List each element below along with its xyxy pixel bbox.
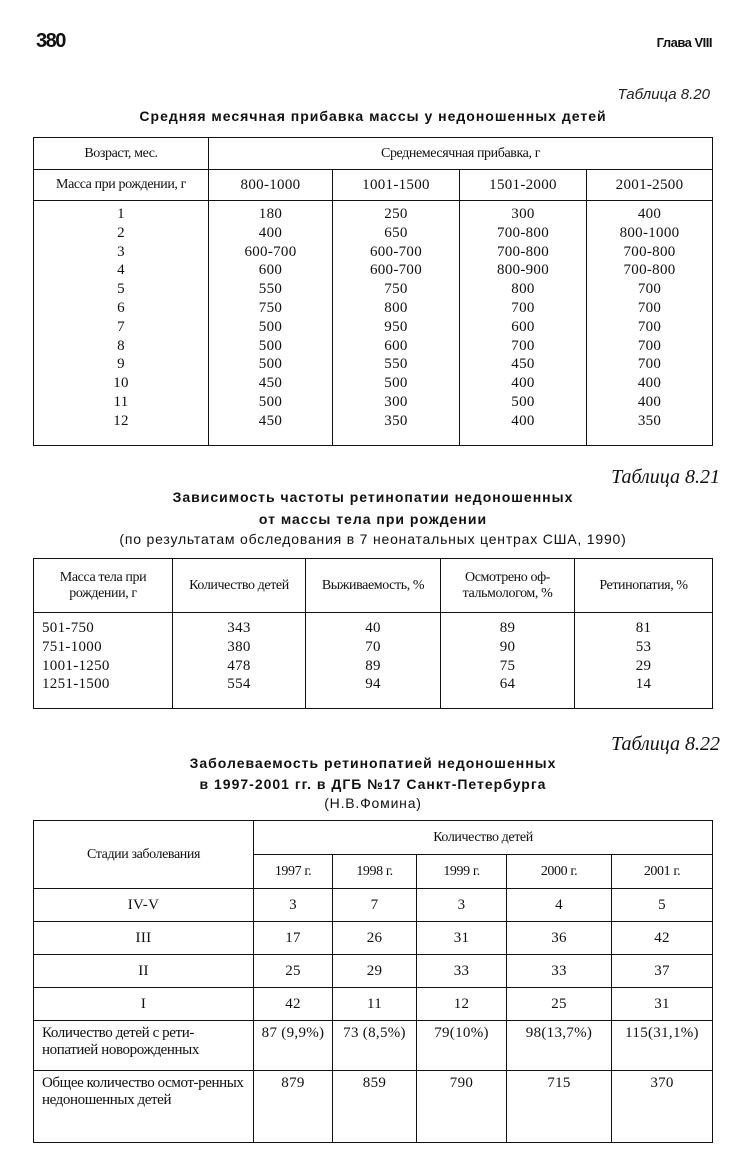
data-value: 380 [227,638,251,655]
age-column [34,201,209,446]
gain-value: 550 [258,281,283,298]
gain-value: 400 [637,375,662,392]
gain-value: 600 [384,337,408,354]
data-value: 40 [365,620,381,636]
gain-value: 350 [637,412,662,429]
stage-value: 12 [417,988,507,1021]
stage-value: 87 (9,9%) [254,1021,333,1071]
data-value: 1001-1250 [42,657,110,674]
data-value: 554 [227,676,251,693]
gain-value: 400 [258,224,283,241]
age-value: 4 [117,262,125,279]
table-8-21-title-line1: Зависимость частоты ретинопатии недоношенных [172,489,574,505]
page-number: 380 [36,30,65,52]
stage-value: 879 [254,1071,333,1143]
count-header: Количество детей [254,821,713,855]
gain-value: 550 [384,356,408,373]
age-header: Возраст, мес. [34,138,209,170]
stage-header: Стадии заболевания [34,821,254,889]
gain-value: 600 [258,262,283,279]
data-column [441,613,575,709]
gain-value: 600 [511,318,535,335]
gain-value: 450 [258,375,283,392]
stage-value: 42 [612,922,713,955]
gain-column [333,201,460,446]
table-row [34,955,713,988]
table-8-21 [33,558,713,709]
age-value: 11 [113,393,129,410]
stage-value: 370 [612,1071,713,1143]
gain-value: 300 [384,393,408,410]
stage-value: 5 [612,889,713,922]
data-value: 89 [365,657,381,674]
data-value: 64 [499,676,516,693]
gain-column [460,201,587,446]
gain-value: 450 [511,356,535,373]
age-value: 3 [117,243,125,260]
stage-value: 790 [417,1071,507,1143]
age-value: 1 [117,206,125,222]
gain-value: 700-800 [623,262,676,279]
gain-value: 700 [637,356,662,373]
table-8-20-title: Средняя месячная прибавка массы у недоношенных детей [139,108,607,124]
table-8-22 [33,820,713,1143]
stage-value: 25 [254,955,333,988]
stage-label: Общее количество осмот-ренных недоношенных детей [34,1071,254,1143]
gain-value: 600-700 [244,243,297,260]
age-value: 9 [117,356,125,373]
table-8-22-caption: Таблица 8.22 [611,733,720,755]
gain-value: 800 [511,281,535,298]
data-value: 14 [635,676,652,693]
year-header: 1999 г. [417,855,507,889]
age-value: 6 [117,299,125,316]
gain-value: 700 [511,337,535,354]
gain-value: 650 [384,224,408,241]
mass-group-header: 2001-2500 [587,170,713,201]
stage-value: 11 [333,988,417,1021]
column-header: Осмотрено оф-тальмологом, % [441,559,575,613]
table-8-21-caption: Таблица 8.21 [611,466,720,488]
age-value: 10 [113,375,129,392]
table-8-20 [33,137,713,446]
gain-value: 500 [258,356,283,373]
gain-value: 700 [511,299,535,316]
stage-value: 73 (8,5%) [333,1021,417,1071]
year-header: 2000 г. [507,855,612,889]
stage-value: 26 [333,922,417,955]
stage-value: 7 [333,889,417,922]
data-value: 94 [365,676,381,693]
stage-value: 33 [507,955,612,988]
year-header: 1997 г. [254,855,333,889]
stage-value: 715 [507,1071,612,1143]
table-8-21-title-line2: от массы тела при рождении [258,511,488,527]
stage-value: 98(13,7%) [507,1021,612,1071]
table-row [34,889,713,922]
age-value: 12 [113,412,129,429]
data-value: 75 [499,657,516,674]
gain-value: 700-800 [623,243,676,260]
gain-value: 500 [258,337,283,354]
age-value: 8 [117,337,125,354]
age-value: 5 [117,281,125,298]
stage-value: 17 [254,922,333,955]
gain-column [209,201,333,446]
year-header: 1998 г. [333,855,417,889]
stage-value: 42 [254,988,333,1021]
table-row [34,922,713,955]
mass-header: Масса при рождении, г [34,170,209,201]
gain-value: 500 [258,318,283,335]
age-value: 2 [117,224,125,241]
stage-value: 3 [417,889,507,922]
gain-value: 750 [384,281,408,298]
data-column [306,613,441,709]
gain-value: 450 [258,412,283,429]
gain-value: 800-900 [496,262,550,279]
stage-value: 25 [507,988,612,1021]
stage-label: III [34,922,254,955]
column-header: Ретинопатия, % [575,559,713,613]
stage-label: Количество детей с рети-нопатией новорожденных [34,1021,254,1071]
table-row [34,988,713,1021]
mass-group-header: 1501-2000 [460,170,587,201]
stage-label: I [34,988,254,1021]
column-header: Масса тела при рождении, г [34,559,173,613]
gain-value: 400 [511,412,535,429]
stage-value: 115(31,1%) [612,1021,713,1071]
gain-value: 350 [384,412,408,429]
gain-value: 700 [637,318,662,335]
chapter-header: Глава VIII [656,35,712,50]
stage-value: 31 [612,988,713,1021]
stage-value: 31 [417,922,507,955]
gain-value: 700 [637,281,662,298]
data-value: 29 [635,657,652,674]
gain-value: 400 [637,393,662,410]
gain-value: 500 [511,393,535,410]
gain-value: 500 [258,393,283,410]
table-8-22-subtitle: (Н.В.Фомина) [324,795,422,811]
stage-label: IV-V [34,889,254,922]
gain-value: 700-800 [496,243,550,260]
table-8-21-subtitle: (по результатам обследования в 7 неонатальных центрах США, 1990) [119,531,627,547]
gain-value: 800 [384,299,408,316]
data-value: 81 [635,620,652,636]
data-value: 70 [365,638,381,655]
gain-value: 800-1000 [619,224,680,241]
column-header: Количество детей [173,559,306,613]
gain-value: 600-700 [369,262,423,279]
data-value: 53 [635,638,652,655]
stage-label: II [34,955,254,988]
gain-value: 250 [384,206,408,222]
age-value: 7 [117,318,125,335]
stage-value: 4 [507,889,612,922]
data-column [34,613,173,709]
gain-value: 950 [384,318,408,335]
stage-value: 33 [417,955,507,988]
gain-header: Среднемесячная прибавка, г [209,138,713,170]
data-column [173,613,306,709]
data-column [575,613,713,709]
data-value: 501-750 [42,620,95,636]
data-value: 751-1000 [42,638,102,655]
table-row [34,1021,713,1071]
table-8-20-caption: Таблица 8.20 [617,86,710,103]
stage-value: 79(10%) [417,1021,507,1071]
gain-value: 400 [637,206,662,222]
gain-value: 500 [384,375,408,392]
mass-group-header: 1001-1500 [333,170,460,201]
data-value: 89 [499,620,516,636]
data-value: 1251-1500 [42,676,110,693]
stage-value: 859 [333,1071,417,1143]
stage-value: 3 [254,889,333,922]
stage-value: 37 [612,955,713,988]
table-row [34,1071,713,1143]
gain-value: 180 [258,206,283,222]
stage-value: 36 [507,922,612,955]
gain-value: 300 [511,206,535,222]
column-header: Выживаемость, % [306,559,441,613]
gain-column [587,201,713,446]
year-header: 2001 г. [612,855,713,889]
gain-value: 750 [258,299,283,316]
gain-value: 700-800 [496,224,550,241]
stage-value: 29 [333,955,417,988]
gain-value: 700 [637,337,662,354]
data-value: 343 [227,620,251,636]
gain-value: 600-700 [369,243,423,260]
table-8-22-title-line2: в 1997-2001 гг. в ДГБ №17 Санкт-Петербурга [199,776,547,792]
table-8-22-title-line1: Заболеваемость ретинопатией недоношенных [189,755,557,771]
data-value: 478 [227,657,251,674]
mass-group-header: 800-1000 [209,170,333,201]
gain-value: 700 [637,299,662,316]
gain-value: 400 [511,375,535,392]
data-value: 90 [499,638,516,655]
